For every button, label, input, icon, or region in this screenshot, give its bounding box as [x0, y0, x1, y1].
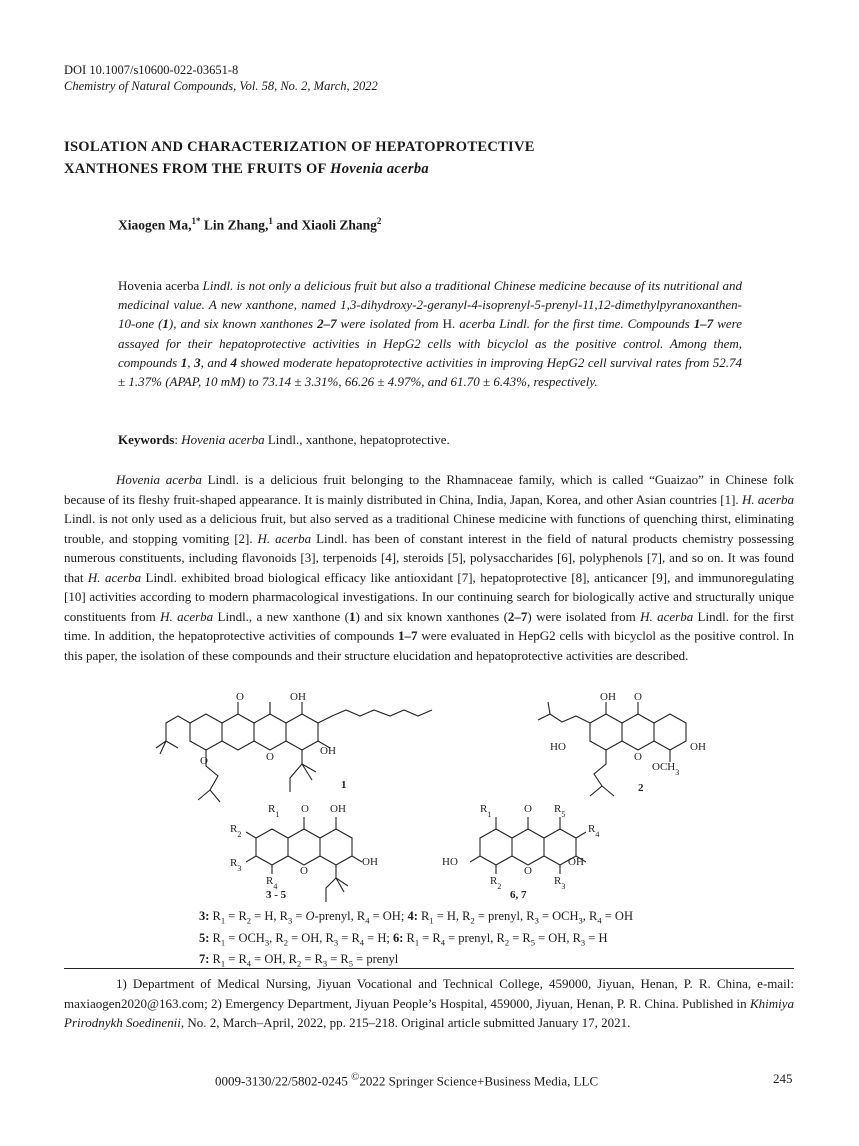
title-prefix: XANTHONES FROM THE FRUITS OF — [64, 161, 331, 177]
r-letter: R — [554, 875, 562, 887]
keywords-rest: Lindl., xanthone, hepatoprotective. — [264, 432, 450, 447]
page-number: 245 — [773, 1071, 793, 1086]
r-sub: 2 — [497, 881, 502, 891]
copyright-symbol: © — [351, 1071, 360, 1083]
species-name: H. acerba — [640, 608, 694, 624]
abstract — [118, 276, 742, 391]
legend-span: = R — [225, 909, 247, 923]
c1-oh-side: OH — [320, 745, 336, 757]
legend-span: = OCH — [538, 909, 579, 923]
abstract-text: , and — [200, 354, 231, 370]
copyright-line — [215, 1071, 598, 1089]
compound-ref: 1–7 — [398, 628, 418, 643]
legend-sub: 4 — [365, 915, 370, 926]
legend-compound: 5: — [199, 930, 210, 945]
legend-span: = OCH — [225, 930, 265, 945]
legend-sub: 3 — [287, 915, 293, 926]
r-sub: 3 — [237, 863, 242, 873]
author-3: and Xiaoli Zhang — [272, 217, 377, 233]
abstract-text: were isolated from — [336, 316, 443, 332]
legend-sub: 2 — [470, 915, 475, 926]
legend-compound: 6: — [392, 930, 404, 945]
legend-sub: 1 — [414, 937, 420, 947]
species-name: H. acerba — [257, 530, 312, 546]
legend-sub: 1 — [220, 915, 226, 926]
legend-sub: 3 — [580, 937, 586, 947]
legend-span: = H, R — [251, 909, 288, 923]
legend-compound: 3: — [199, 909, 210, 923]
r-sub: 4 — [595, 829, 600, 839]
body-span: ) were isolated from — [527, 608, 641, 624]
r-sub: 1 — [487, 809, 492, 819]
legend-compound: 7: — [199, 952, 210, 966]
compound-ref: 1 — [348, 608, 356, 624]
c2-oh-side: OH — [690, 741, 706, 753]
compound-ref: 1 — [180, 354, 188, 370]
publisher: 2022 Springer Science+Business Media, LLC — [359, 1073, 599, 1089]
legend-span: R — [209, 909, 221, 923]
compound-ref: 1 — [162, 316, 169, 332]
body-span: Lindl., a new xanthone ( — [213, 608, 349, 624]
affiliations — [64, 974, 794, 1033]
legend-span: R — [209, 952, 221, 966]
r-letter: R — [490, 875, 498, 887]
author-3-affil: 2 — [376, 216, 382, 226]
c2-methoxy-text: OCH — [652, 761, 676, 773]
body-span: Lindl. for the first time. In addition, the hepatoprotective activities of compounds — [64, 608, 794, 643]
compound-1-label: 1 — [341, 779, 347, 791]
r-letter: R — [266, 875, 274, 887]
c1-carbonyl-o: O — [236, 691, 244, 703]
legend-sub: 3 — [322, 958, 328, 969]
c2-oh-top: OH — [600, 691, 616, 703]
legend-line-2 — [199, 930, 759, 952]
r-letter: R — [588, 823, 596, 835]
footnote-divider — [64, 968, 794, 969]
legend-sub: 3 — [264, 937, 270, 947]
body-span: Lindl. exhibited broad biological efficacy like antioxidant [7], hepatoprotective [8], anticancer [9], and immunoregulating [10] activities according to modern pharmacological investigations. In our continuing search for biologically active and structurally unique constituents from — [64, 569, 794, 624]
doi-line[interactable]: DOI 10.1007/s10600-022-03651-8 — [64, 63, 239, 77]
structures-figure — [150, 688, 750, 910]
legend-sub: 3 — [534, 915, 539, 926]
body-span: Lindl. is a delicious fruit belonging to the Rhamnaceae family, which is called “Guaizao” in Chinese folk because of its fleshy fruit-shaped appearance. It is mainly distributed in China, India, Japan, Korea, and other Asian countries [1]. — [64, 472, 795, 507]
c67-r1 — [480, 803, 491, 819]
legend-span: = R — [225, 952, 247, 966]
c2-methoxy-sub: 3 — [675, 767, 680, 777]
c67-ho: HO — [442, 856, 458, 868]
abstract-species: H. — [442, 316, 456, 332]
legend-span: = R — [327, 952, 349, 966]
footnote-text[interactable]: 1) Department of Medical Nursing, Jiyuan Vocational and Technical College, 459000, Jiyuan, Henan, P. R. China, e-mail: maxiaogen2020@163.com; 2) Emergency Department, Jiyuan People’s Hospital, 459000, Jiyuan, Henan, P. R. China. Published in — [64, 976, 794, 1011]
r-sub: 1 — [275, 809, 280, 819]
legend-span: -prenyl, R — [314, 909, 366, 923]
c67-r4 — [588, 823, 599, 839]
c2-methoxy — [652, 761, 679, 777]
legend-span: = prenyl — [353, 952, 399, 966]
abstract-text: , — [187, 354, 195, 370]
species-name: Hovenia acerba — [116, 472, 202, 487]
compound-ref: 2–7 — [317, 316, 337, 332]
abstract-text: Lindl. is not only a delicious fruit but also a traditional Chinese medicine because of its nutritional and medicinal value. A new xanthone, named 1,3-dihydroxy-2-geranyl-4-isoprenyl-5-prenyl-11,12-dimethylpyranoxanthen-10-one ( — [118, 278, 742, 332]
legend-sub: 4 — [597, 915, 602, 926]
legend-span: = R — [338, 930, 360, 945]
legend-sub: 4 — [359, 937, 365, 947]
title-line-2 — [64, 158, 684, 180]
author-1: Xiaogen Ma, — [118, 217, 192, 233]
legend-italic: O — [305, 909, 315, 923]
legend-span: = OH — [601, 909, 633, 923]
keywords-label: Keywords — [118, 432, 175, 447]
legend-sub: 2 — [283, 937, 288, 947]
author-list — [118, 216, 381, 234]
footnote — [64, 974, 794, 1033]
r-letter: R — [480, 803, 488, 815]
author-2: Lin Zhang, — [200, 217, 269, 233]
legend-sub: 1 — [220, 958, 226, 969]
legend-span: = H; — [364, 930, 393, 945]
figure-legend — [199, 908, 759, 973]
c1-ring-o: O — [200, 755, 208, 767]
legend-span: R — [403, 930, 415, 945]
c67-r3 — [554, 875, 565, 891]
abstract-species: Hovenia acerba — [118, 278, 200, 293]
legend-span: = prenyl, R — [474, 909, 535, 923]
legend-sub: 4 — [440, 937, 445, 947]
legend-line-1 — [199, 908, 759, 930]
r-sub: 5 — [561, 809, 566, 819]
c67-r2 — [490, 875, 501, 891]
r-letter: R — [230, 823, 238, 835]
legend-sub: 5 — [348, 958, 354, 969]
legend-span: R — [209, 930, 221, 945]
r-letter: R — [268, 803, 276, 815]
legend-sub: 2 — [504, 937, 510, 947]
c67-r5 — [554, 803, 565, 819]
body-span: ) and six known xanthones ( — [355, 608, 508, 624]
legend-span: = OH, R — [534, 930, 581, 945]
legend-span: = — [292, 909, 306, 923]
c2-ho: HO — [550, 741, 566, 753]
c35-r2 — [230, 823, 241, 839]
compound-ref: 1–7 — [693, 316, 714, 332]
compound-3-5-label: 3 - 5 — [266, 889, 287, 901]
legend-span: = prenyl, R — [445, 930, 505, 945]
legend-line-3 — [199, 951, 759, 973]
c1-xanth-o: O — [266, 751, 274, 763]
compound-ref: 3 — [194, 354, 201, 370]
compound-6-7-label: 6, 7 — [510, 889, 527, 901]
legend-span: , R — [582, 909, 598, 923]
c67-xanth-o: O — [524, 865, 532, 877]
r-sub: 3 — [561, 881, 566, 891]
intro-paragraph — [64, 470, 794, 665]
legend-span: = R — [509, 930, 531, 945]
footnote-text: , No. 2, March–April, 2022, pp. 215–218. Original article submitted January 17, 2021. — [180, 1015, 631, 1030]
abstract-text: were assayed for their hepatoprotective activities in HepG2 cells with bicyclol as the positive control. Among them, compounds — [118, 316, 742, 370]
body-span: were evaluated in HepG2 cells with bicyclol as the positive control. In this paper, the isolation of these compounds and their structure elucidation and hepatoprotective activities are described. — [64, 628, 795, 663]
c35-oh-side: OH — [362, 856, 378, 868]
keywords-colon: : — [174, 432, 182, 447]
c67-oh-side: OH — [568, 856, 584, 868]
legend-compound: 4: — [407, 909, 418, 923]
c67-carbonyl-o: O — [524, 803, 532, 815]
legend-sub: 2 — [246, 915, 252, 926]
legend-span: , R — [269, 930, 284, 945]
legend-sub: 3 — [333, 937, 339, 947]
body-span: Lindl. has been of constant interest in the field of natural products chemistry possessing numerous constituents, including flavonoids [3], terpenoids [4], steroids [5], polysaccharides [6], polyphenols [7], and so on. It was found that — [64, 530, 794, 585]
original-journal: Khimiya Prirodnykh Soedinenii — [64, 995, 794, 1030]
r-letter: R — [554, 803, 562, 815]
legend-span: = R — [419, 930, 441, 945]
abstract-text: ), and six known xanthones — [168, 316, 318, 332]
title-species: Hovenia acerba — [330, 161, 429, 177]
r-letter: R — [230, 857, 238, 869]
legend-sub: 1 — [429, 915, 434, 926]
species-name: H. acerba — [160, 608, 214, 624]
author-1-affil: 1* — [191, 216, 201, 226]
abstract-text: acerba Lindl. for the first time. Compounds — [455, 316, 694, 332]
c35-oh-top: OH — [330, 803, 346, 815]
legend-span: = R — [301, 952, 323, 966]
species-name: H. acerba — [741, 491, 794, 507]
article-title — [64, 136, 684, 180]
journal-citation: Chemistry of Natural Compounds, Vol. 58, No. 2, March, 2022 — [64, 79, 378, 93]
legend-sub: 2 — [296, 958, 302, 969]
legend-sub: 1 — [220, 937, 226, 947]
legend-sub: 4 — [246, 958, 252, 969]
r-sub: 2 — [237, 829, 242, 839]
c2-xanth-o: O — [634, 751, 642, 763]
title-line-1: ISOLATION AND CHARACTERIZATION OF HEPATOPROTECTIVE — [64, 139, 535, 155]
c2-carbonyl-o: O — [634, 691, 642, 703]
c35-xanth-o: O — [300, 865, 308, 877]
compound-3-5-structure — [246, 817, 362, 902]
c35-r1 — [268, 803, 279, 819]
keywords — [118, 432, 742, 448]
body-span: Lindl. is not only used as a delicious fruit, but also served as a traditional Chinese medicine with functions of quenching thirst, eliminating trouble, and stopping vomiting [2]. — [64, 511, 794, 546]
compound-2-label: 2 — [638, 782, 644, 794]
legend-sub: 3 — [578, 915, 583, 926]
legend-span: = OH; — [369, 909, 408, 923]
legend-span: = H — [585, 930, 608, 945]
legend-span: = OH, R — [287, 930, 334, 945]
c35-r3 — [230, 857, 241, 873]
legend-span: = OH, R — [251, 952, 297, 966]
species-name: H. acerba — [87, 569, 142, 585]
r-sub: 4 — [273, 881, 278, 891]
abstract-text: showed moderate hepatoprotective activities in improving HepG2 cell survival rates from 52.74 ± 1.37% (APAP, 10 mM) to 73.14 ± 3.31%, 66.26 ± 4.97%, and 61.70 ± 6.43%, respectively. — [118, 354, 743, 390]
c1-oh-top: OH — [290, 691, 306, 703]
issn-code: 0009-3130/22/5802-0245 — [215, 1073, 352, 1089]
legend-span: = H, R — [433, 909, 471, 923]
author-2-affil: 1 — [268, 216, 273, 226]
compound-1-structure — [156, 702, 432, 802]
compound-ref: 2–7 — [507, 608, 528, 624]
c35-carbonyl-o: O — [301, 803, 309, 815]
compound-ref: 4 — [230, 354, 237, 370]
legend-sub: 5 — [530, 937, 535, 947]
body-text — [64, 470, 794, 665]
legend-span: R — [417, 909, 430, 923]
keywords-species: Hovenia acerba — [181, 432, 265, 447]
